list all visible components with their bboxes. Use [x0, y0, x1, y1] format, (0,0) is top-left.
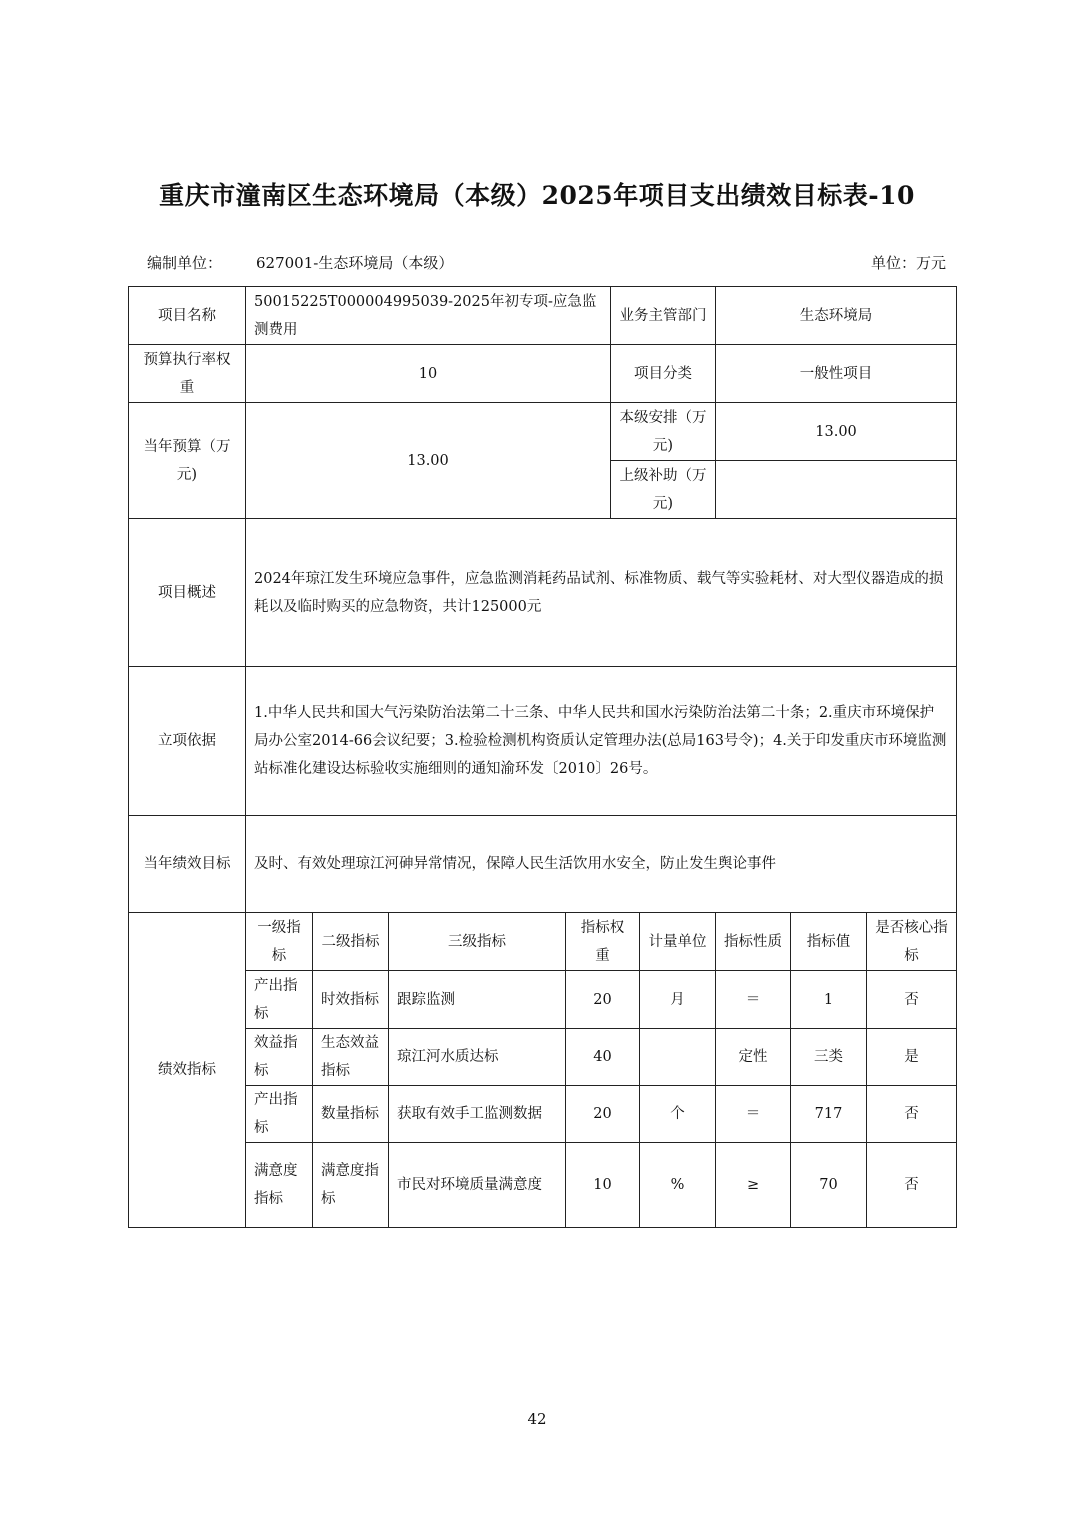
performance-table	[128, 286, 957, 1228]
row-basis	[129, 667, 957, 816]
nature-cell: ＝	[716, 971, 791, 1029]
category-label: 项目分类	[611, 345, 716, 403]
value-cell: 三类	[791, 1029, 867, 1086]
level2-cell: 生态效益指标	[313, 1029, 389, 1086]
level1-cell: 满意度指标	[246, 1143, 313, 1228]
nature-cell: 定性	[716, 1029, 791, 1086]
header-core: 是否核心指标	[867, 913, 957, 971]
row-weight	[129, 345, 957, 403]
table-row	[129, 1086, 957, 1143]
page-title: 重庆市潼南区生态环境局（本级）2025年项目支出绩效目标表-10	[159, 181, 915, 210]
level2-cell: 数量指标	[313, 1086, 389, 1143]
project-name-label: 项目名称	[129, 287, 246, 345]
core-cell: 否	[867, 1143, 957, 1228]
local-label: 本级安排（万元)	[611, 403, 716, 461]
overview-value: 2024年琼江发生环境应急事件，应急监测消耗药品试剂、标准物质、载气等实验耗材、对大型仪器造成的损耗以及临时购买的应急物资，共计125000元	[246, 519, 957, 667]
level2-cell: 时效指标	[313, 971, 389, 1029]
table-row	[129, 1029, 957, 1086]
overview-label: 项目概述	[129, 519, 246, 667]
row-overview	[129, 519, 957, 667]
value-cell: 70	[791, 1143, 867, 1228]
project-name-value: 50015225T000004995039-2025年初专项-应急监测费用	[246, 287, 611, 345]
header-value: 指标值	[791, 913, 867, 971]
core-cell: 否	[867, 1086, 957, 1143]
budget-value: 13.00	[246, 403, 611, 519]
weight-cell: 20	[566, 971, 640, 1029]
indicators-section-label: 绩效指标	[129, 913, 246, 1228]
page-number: 42	[527, 1410, 547, 1428]
level1-cell: 产出指标	[246, 1086, 313, 1143]
level3-cell: 市民对环境质量满意度	[389, 1143, 566, 1228]
goal-value: 及时、有效处理琼江河砷异常情况，保障人民生活饮用水安全，防止发生舆论事件	[246, 816, 957, 913]
level3-cell: 获取有效手工监测数据	[389, 1086, 566, 1143]
table-row	[129, 971, 957, 1029]
dept-value: 生态环境局	[716, 287, 957, 345]
budget-label: 当年预算（万元)	[129, 403, 246, 519]
header-level1: 一级指标	[246, 913, 313, 971]
unit-label: 编制单位：	[147, 254, 223, 272]
level3-cell: 琼江河水质达标	[389, 1029, 566, 1086]
weight-cell: 10	[566, 1143, 640, 1228]
nature-cell: ≥	[716, 1143, 791, 1228]
header-level2: 二级指标	[313, 913, 389, 971]
value-cell: 717	[791, 1086, 867, 1143]
unit-cell: 月	[640, 971, 716, 1029]
upper-label: 上级补助（万元)	[611, 461, 716, 519]
header-unit: 计量单位	[640, 913, 716, 971]
level3-cell: 跟踪监测	[389, 971, 566, 1029]
header-nature: 指标性质	[716, 913, 791, 971]
core-cell: 是	[867, 1029, 957, 1086]
weight-label: 预算执行率权重	[129, 345, 246, 403]
header-weight: 指标权重	[566, 913, 640, 971]
upper-value	[716, 461, 957, 519]
weight-cell: 40	[566, 1029, 640, 1086]
nature-cell: ＝	[716, 1086, 791, 1143]
weight-value: 10	[246, 345, 611, 403]
unit-cell	[640, 1029, 716, 1086]
row-goal	[129, 816, 957, 913]
weight-cell: 20	[566, 1086, 640, 1143]
local-value: 13.00	[716, 403, 957, 461]
table-row	[129, 1143, 957, 1228]
level1-cell: 效益指标	[246, 1029, 313, 1086]
row-budget	[129, 403, 957, 461]
row-project-name	[129, 287, 957, 345]
unit-cell: 个	[640, 1086, 716, 1143]
unit-cell: %	[640, 1143, 716, 1228]
currency-unit: 单位：万元	[870, 254, 946, 272]
goal-label: 当年绩效目标	[129, 816, 246, 913]
dept-label: 业务主管部门	[611, 287, 716, 345]
value-cell: 1	[791, 971, 867, 1029]
unit-value: 627001-生态环境局（本级）	[256, 254, 454, 272]
header-level3: 三级指标	[389, 913, 566, 971]
core-cell: 否	[867, 971, 957, 1029]
category-value: 一般性项目	[716, 345, 957, 403]
level2-cell: 满意度指标	[313, 1143, 389, 1228]
indicator-header-row	[129, 913, 957, 971]
level1-cell: 产出指标	[246, 971, 313, 1029]
basis-label: 立项依据	[129, 667, 246, 816]
basis-value: 1.中华人民共和国大气污染防治法第二十三条、中华人民共和国水污染防治法第二十条；2.重庆市环境保护局办公室2014-66会议纪要；3.检验检测机构资质认定管理办法(总局163号令)；4.关于印发重庆市环境监测站标准化建设达标验收实施细则的通知渝环发〔2010〕26号。	[246, 667, 957, 816]
